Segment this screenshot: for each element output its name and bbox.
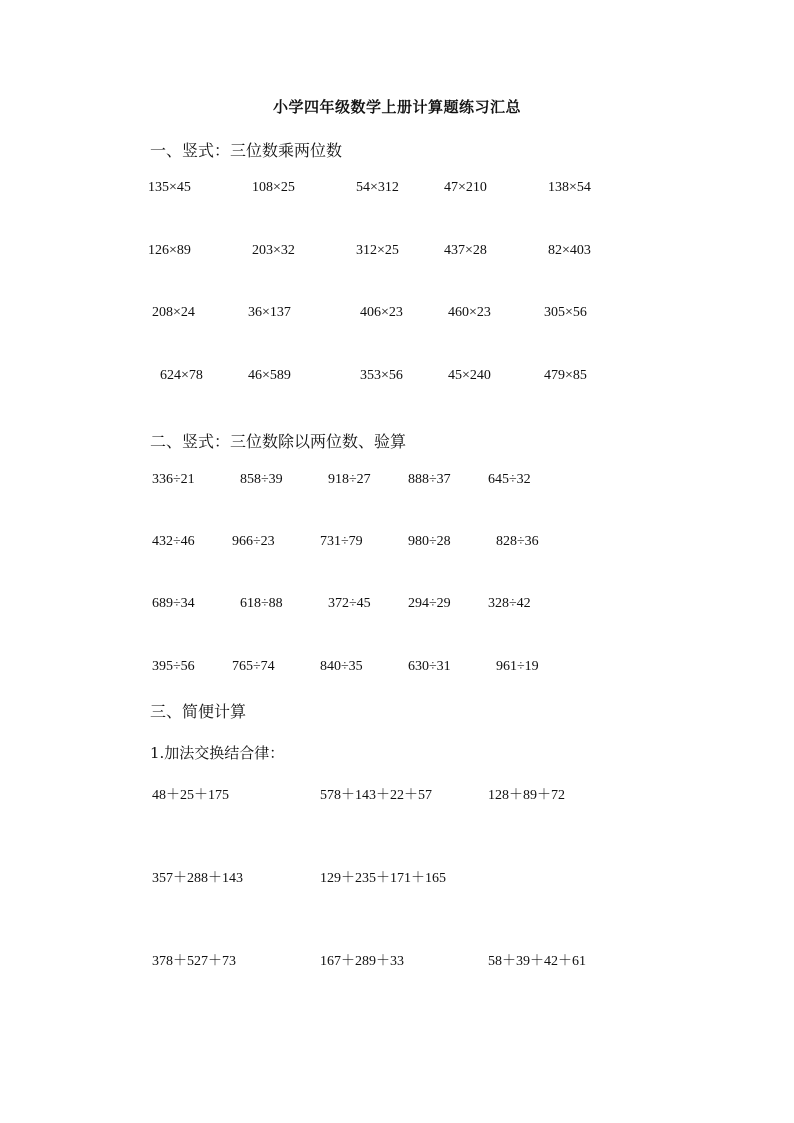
problem: 645÷32 xyxy=(488,472,531,487)
section-2-row-2 xyxy=(0,534,794,554)
problem: 82×403 xyxy=(548,243,591,258)
problem: 630÷31 xyxy=(408,659,451,674)
section-1-row-2 xyxy=(0,243,794,263)
problem: 208×24 xyxy=(152,305,195,320)
problem: 353×56 xyxy=(360,368,403,383)
problem: 54×312 xyxy=(356,180,399,195)
problem: 58＋39＋42＋61 xyxy=(488,954,586,969)
section-3-subheading: 1.加法交换结合律： xyxy=(150,744,285,762)
problem: 46×589 xyxy=(248,368,291,383)
problem: 135×45 xyxy=(148,180,191,195)
problem: 305×56 xyxy=(544,305,587,320)
problem: 961÷19 xyxy=(496,659,539,674)
problem: 203×32 xyxy=(252,243,295,258)
problem: 828÷36 xyxy=(496,534,539,549)
problem: 108×25 xyxy=(252,180,295,195)
section-1-row-4 xyxy=(0,368,794,388)
section-3-row-1 xyxy=(0,784,794,804)
problem: 437×28 xyxy=(444,243,487,258)
problem: 312×25 xyxy=(356,243,399,258)
problem: 966÷23 xyxy=(232,534,275,549)
section-1-row-3 xyxy=(0,305,794,325)
problem: 731÷79 xyxy=(320,534,363,549)
problem: 48＋25＋175 xyxy=(152,788,229,803)
problem: 888÷37 xyxy=(408,472,451,487)
section-1-row-1 xyxy=(0,180,794,200)
problem: 858÷39 xyxy=(240,472,283,487)
problem: 294÷29 xyxy=(408,596,451,611)
problem: 129＋235＋171＋165 xyxy=(320,871,446,886)
problem: 336÷21 xyxy=(152,472,195,487)
problem: 578＋143＋22＋57 xyxy=(320,788,432,803)
problem: 840÷35 xyxy=(320,659,363,674)
problem: 406×23 xyxy=(360,305,403,320)
problem: 126×89 xyxy=(148,243,191,258)
problem: 395÷56 xyxy=(152,659,195,674)
section-2-row-3 xyxy=(0,596,794,616)
section-2-heading: 二、竖式：三位数除以两位数、验算 xyxy=(150,432,407,451)
problem: 138×54 xyxy=(548,180,591,195)
problem: 378＋527＋73 xyxy=(152,954,236,969)
problem: 47×210 xyxy=(444,180,487,195)
problem: 167＋289＋33 xyxy=(320,954,404,969)
section-2-row-1 xyxy=(0,472,794,492)
section-3-heading: 三、简便计算 xyxy=(150,702,247,721)
problem: 918÷27 xyxy=(328,472,371,487)
problem: 36×137 xyxy=(248,305,291,320)
problem: 980÷28 xyxy=(408,534,451,549)
problem: 689÷34 xyxy=(152,596,195,611)
problem: 460×23 xyxy=(448,305,491,320)
problem: 618÷88 xyxy=(240,596,283,611)
problem: 479×85 xyxy=(544,368,587,383)
page-title: 小学四年级数学上册计算题练习汇总 xyxy=(272,98,521,116)
problem: 128＋89＋72 xyxy=(488,788,565,803)
problem: 45×240 xyxy=(448,368,491,383)
section-1-heading: 一、竖式：三位数乘两位数 xyxy=(150,141,343,160)
problem: 372÷45 xyxy=(328,596,371,611)
problem: 765÷74 xyxy=(232,659,275,674)
section-3-row-3 xyxy=(0,950,794,970)
problem: 624×78 xyxy=(160,368,203,383)
section-2-row-4 xyxy=(0,659,794,679)
problem: 357＋288＋143 xyxy=(152,871,243,886)
section-3-row-2 xyxy=(0,867,794,887)
problem: 328÷42 xyxy=(488,596,531,611)
problem: 432÷46 xyxy=(152,534,195,549)
